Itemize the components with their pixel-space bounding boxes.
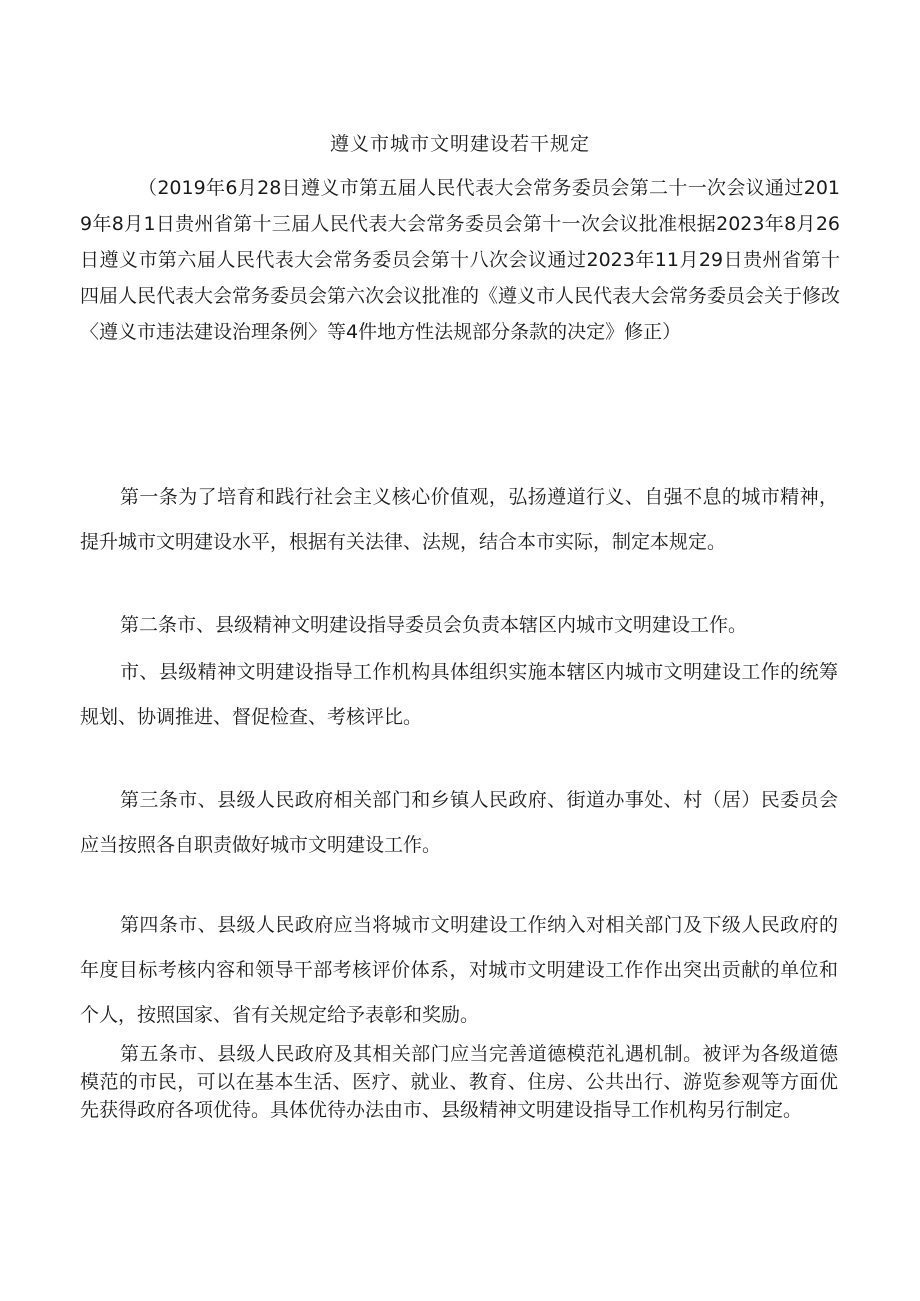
article-3: 第三条市、县级人民政府相关部门和乡镇人民政府、街道办事处、村（居）民委员会应当按照各自职责做好城市文明建设工作。 [80, 789, 838, 856]
article-2-paragraph-2: 市、县级精神文明建设指导工作机构具体组织实施本辖区内城市文明建设工作的统筹规划、协调推进、督促检查、考核评比。 [80, 661, 838, 728]
document-title: 遵义市城市文明建设若干规定 [329, 133, 590, 155]
article-2: 第二条市、县级精神文明建设指导委员会负责本辖区内城市文明建设工作。 [120, 614, 748, 636]
article-5: 第五条市、县级人民政府及其相关部门应当完善道德模范礼遇机制。被评为各级道德模范的市民，可以在基本生活、医疗、就业、教育、住房、公共出行、游览参观等方面优先获得政府各项优待。具体优待办法由市、县级精神文明建设指导工作机构另行制定。 [80, 1043, 838, 1121]
article-4: 第四条市、县级人民政府应当将城市文明建设工作纳入对相关部门及下级人民政府的年度目标考核内容和领导干部考核评价体系，对城市文明建设工作作出突出贡献的单位和个人，按照国家、省有关规定给予表彰和奖励。 [80, 914, 838, 1026]
article-1: 第一条为了培育和践行社会主义核心价值观，弘扬遵道行义、自强不息的城市精神，提升城市文明建设水平，根据有关法律、法规，结合本市实际，制定本规定。 [80, 486, 838, 553]
preamble-note: （2019年6月28日遵义市第五届人民代表大会常务委员会第二十一次会议通过2019年8月1日贵州省第十三届人民代表大会常务委员会第十一次会议批准根据2023年8月26日遵义市第六届人民代表大会常务委员会第十八次会议通过2023年11月29日贵州省第十四届人民代表大会常务委员会第六次会议批准的《遵义市人民代表大会常务委员会关于修改〈遵义市违法建设治理条例〉等4件地方性法规部分条款的决定》修正） [80, 177, 841, 343]
